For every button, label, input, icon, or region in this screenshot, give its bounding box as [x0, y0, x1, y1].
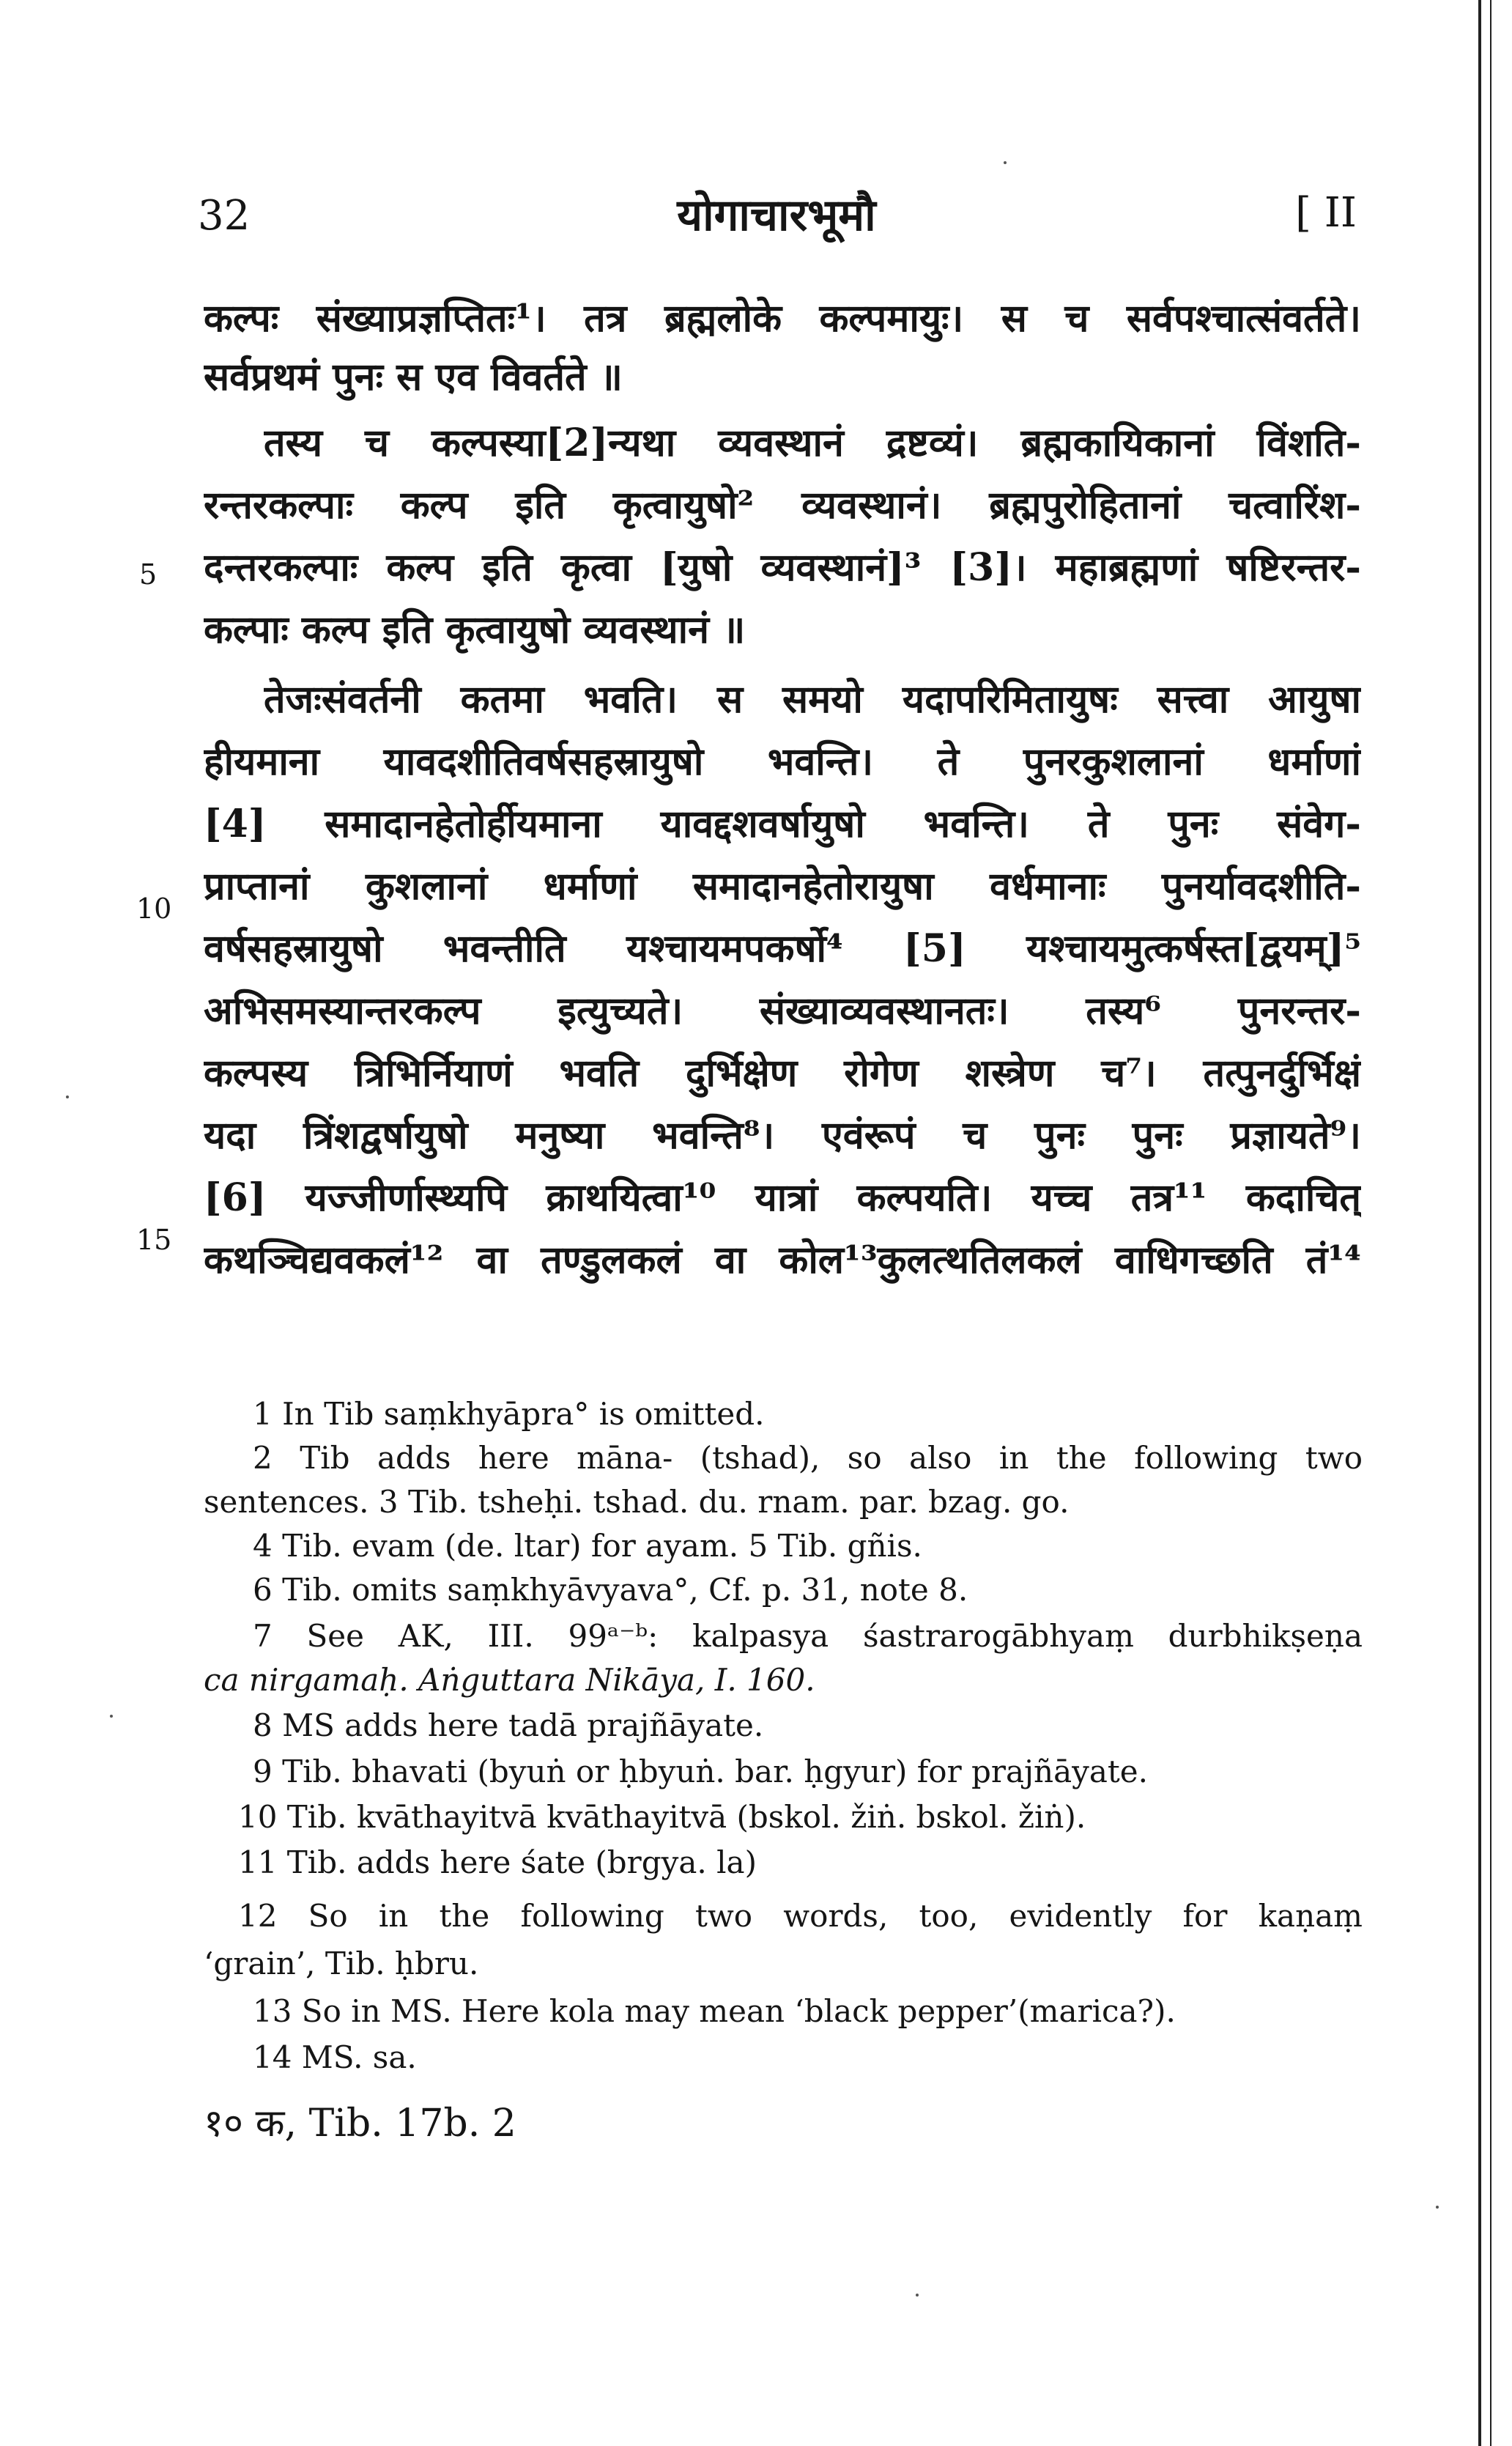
speck: [110, 1715, 113, 1718]
section-marker: [ II: [1295, 189, 1357, 237]
line-number: 5: [139, 558, 158, 591]
text-line: तस्य च कल्पस्या[2]न्यथा व्यवस्थानं द्रष्टव्यं। ब्रह्मकायिकानां विंशति-: [264, 421, 1361, 465]
page-number: 32: [198, 192, 251, 240]
text-line: कल्पाः कल्प इति कृत्वायुषो व्यवस्थानं ॥: [204, 607, 746, 652]
footnote: 9 Tib. bhavati (byuṅ or ḥbyuṅ. bar. ḥgyur) for prajñāyate.: [253, 1754, 1148, 1789]
footnote: 6 Tib. omits saṃkhyāvyava°, Cf. p. 31, note 8.: [253, 1572, 968, 1608]
folio-reference: १० क, Tib. 17b. 2: [204, 2102, 516, 2146]
footnote: 12 So in the following two words, too, evidently for kaṇaṃ: [238, 1898, 1363, 1934]
footnote: 10 Tib. kvāthayitvā kvāthayitvā (bskol. žiṅ. bskol. žiṅ).: [238, 1799, 1086, 1835]
footnote: 7 See AK, III. 99ᵃ⁻ᵇ: kalpasya śastrarogābhyaṃ durbhikṣeṇa: [253, 1618, 1363, 1654]
text-line: अभिसमस्यान्तरकल्प इत्युच्यते। संख्याव्यवस्थानतः। तस्य⁶ पुनरन्तर-: [204, 989, 1361, 1033]
text-line: रन्तरकल्पाः कल्प इति कृत्वायुषो² व्यवस्थानं। ब्रह्मपुरोहितानां चत्वारिंश-: [204, 483, 1361, 528]
page-edge-rule: [1478, 0, 1481, 2446]
text-line: कल्पस्य त्रिभिर्नियाणं भवति दुर्भिक्षेण रोगेण शस्त्रेण च⁷। तत्पुनर्दुर्भिक्षं: [204, 1051, 1361, 1095]
page-edge-rule-thin: [1490, 0, 1491, 2446]
footnote: 1 In Tib saṃkhyāpra° is omitted.: [253, 1396, 765, 1432]
line-number: 10: [136, 893, 172, 925]
speck: [916, 2294, 919, 2297]
text-line: तेजःसंवर्तनी कतमा भवति। स समयो यदापरिमितायुषः सत्त्वा आयुषा: [264, 677, 1361, 722]
footnote: 2 Tib adds here māna- (tshad), so also in the following two: [253, 1440, 1363, 1476]
line-number: 15: [136, 1224, 172, 1256]
speck: [66, 1095, 69, 1098]
footnote: 13 So in MS. Here kola may mean ‘black pepper’(marica?).: [253, 1993, 1176, 2029]
text-line: हीयमाना यावदशीतिवर्षसहस्रायुषो भवन्ति। ते पुनरकुशलानां धर्माणां: [204, 739, 1361, 784]
running-title: योगाचारभूमौ: [677, 190, 876, 241]
text-line: दन्तरकल्पाः कल्प इति कृत्वा [युषो व्यवस्थानं]³ [3]। महाब्रह्मणां षष्टिरन्तर-: [204, 545, 1361, 590]
text-line: यदा त्रिंशद्वर्षायुषो मनुष्या भवन्ति⁸। एवंरूपं च पुनः पुनः प्रज्ञायते⁹।: [204, 1113, 1361, 1158]
text-line: कथञ्चिद्यवकलं¹² वा तण्डुलकलं वा कोल¹³कुलत्थतिलकलं वाधिगच्छति तं¹⁴: [204, 1238, 1361, 1282]
speck: [1004, 161, 1007, 164]
footnote: 4 Tib. evam (de. ltar) for ayam. 5 Tib. gñis.: [253, 1528, 922, 1564]
text-line: [4] समादानहेतोर्हीयमाना यावद्दशवर्षायुषो भवन्ति। ते पुनः संवेग-: [204, 802, 1361, 846]
text-line: सर्वप्रथमं पुनः स एव विवर्तते ॥: [204, 355, 623, 399]
footnote: sentences. 3 Tib. tsheḥi. tshad. du. rnam. par. bzag. go.: [204, 1484, 1070, 1520]
text-line: कल्पः संख्याप्रज्ञप्तितः¹। तत्र ब्रह्मलोके कल्पमायुः। स च सर्वपश्चात्संवर्तते।: [204, 296, 1361, 341]
speck: [1436, 2206, 1439, 2209]
footnote: 11 Tib. adds here śate (brgya. la): [238, 1844, 757, 1880]
footnote: ca nirgamaḥ. Aṅguttara Nikāya, I. 160.: [204, 1662, 815, 1698]
footnote: 8 MS adds here tadā prajñāyate.: [253, 1707, 764, 1743]
text-line: वर्षसहस्रायुषो भवन्तीति यश्चायमपकर्षो⁴ [5] यश्चायमुत्कर्षस्त[द्वयम्]⁵: [204, 926, 1361, 971]
text-line: [6] यज्जीर्णास्थ्यपि क्राथयित्वा¹⁰ यात्रां कल्पयति। यच्च तत्र¹¹ कदाचित्: [204, 1175, 1361, 1220]
footnote: ‘grain’, Tib. ḥbru.: [204, 1946, 479, 1981]
text-line: प्राप्तानां कुशलानां धर्माणां समादानहेतोरायुषा वर्धमानाः पुनर्यावदशीति-: [204, 864, 1361, 909]
footnote: 14 MS. sa.: [253, 2039, 417, 2075]
